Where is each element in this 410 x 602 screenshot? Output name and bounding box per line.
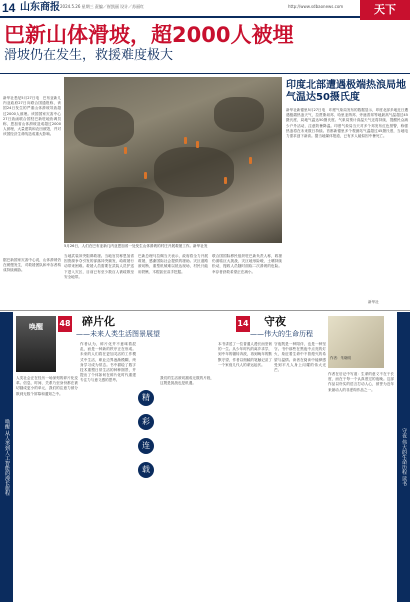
photo-person: [196, 141, 199, 148]
photo-rock: [94, 187, 164, 227]
side-story-body: 新华社新德里5月27日电 印度气象局发布的数据显示，印度北部多地近日遭遇极端热浪天气，拉贾斯坦邦、哈里亚纳邦、旁遮普邦等地最高气温超过45摄氏度，局地气温达50摄氏度。气象局预计高温天气还将持续，提醒民众减少户外活动，注意防暑降温。印度气象局当天对多个邦发布红色预警，称强热浪将在未来数日持续。首都新德里多个观测站气温超过45摄氏度，当地电力需求创下新高。据当地媒体报道，已有多人疑似因中暑死亡。: [286, 108, 408, 139]
photo-rock: [154, 147, 234, 197]
main-story-column-1: 据巴新国家灾害中心说，山体滑坡仍在缓慢发生，对救援团队和幸存者构成持续威胁。: [3, 258, 61, 273]
serial-badge-char: 连: [138, 438, 154, 454]
header-rule: [0, 16, 360, 18]
photo-person: [184, 137, 187, 144]
book-right-title: 守夜: [264, 315, 286, 328]
section-divider: [0, 310, 410, 311]
landslide-photo: [64, 77, 282, 243]
main-subheadline: 滑坡仍在发生，救援难度极大: [4, 48, 174, 63]
serial-badge: [138, 390, 156, 486]
main-story-lead: 新华社悉尼5月27日电 巴布亚新几内亚政府27日向联合国通报称，该国24日发生的严重山体滑坡导致超过2000人被埋。该国国家灾害中心27日致函联合国驻巴新驻地协调员称，恩加省山体滑坡造成超过2000人被埋，大量建筑和农田被毁，并对该国经济生命线造成重大影响。: [3, 96, 61, 137]
photo-person: [249, 157, 252, 164]
book-cover-caption: 作者：朱晓明: [330, 356, 351, 360]
header-url: http://www.sdbaonews.com: [288, 4, 344, 9]
publication-name: 山东商报: [20, 2, 60, 13]
book-left-title: 碎片化: [82, 315, 115, 328]
book-right-column-3: 作者在后记中写道：生命的意义不在于长度，而在于每一个认真度过的夜晚。这部作品以朴实的语言打动人心，被誉为近年来最动人的非虚构作品之一。: [328, 372, 394, 392]
main-story-column-3: 巴新总理马拉佩当天表示，政府将全力开展救援，感谢国际社会提供的援助。灾区道路被切断，重型机械难以抵达现场，村民只能用铁锹、木棍甚至双手挖掘。: [138, 254, 208, 274]
photo-person: [144, 172, 147, 179]
book-left-column-3: 我们的生活被切割成无数的片段，这既是挑战也是机遇。: [160, 376, 214, 386]
photo-caption: 5月26日，人们在巴布亚新几内亚恩加省一处发生山体滑坡的村庄开展救援工作。新华社发: [64, 244, 208, 248]
main-story-column-2: 当地武装冲突阻碍救援。当地官员称恩加省因资源争夺引发的部落冲突频发，给救援行动带来困难。救援人员需要在武装人员护送下进入灾区，目前已有至少数百人被疏散至安全地带。: [64, 254, 134, 279]
left-book-band: 唤醒 从人类到人工智能的漫长旅程: [0, 312, 13, 602]
header-meta: 2024.5.26 星期三 责编／崔凯丽 设计／苏丽红: [60, 4, 145, 9]
section-tab: 天下: [360, 0, 410, 20]
right-book-band: 守夜 伟大的生命历程 读书: [397, 312, 410, 602]
book-cover-right: [328, 316, 384, 368]
side-story-signature: 新华社: [368, 300, 379, 304]
photo-person: [124, 147, 127, 154]
page-number: 14: [2, 1, 16, 15]
book-left-number: 48: [58, 316, 72, 332]
headline-divider: [0, 73, 410, 74]
side-story-headline: 印度北部遭遇极端热浪局地气温达50摄氏度: [286, 80, 406, 103]
book-left-subtitle: ——未来人类生活图景展望: [76, 330, 160, 338]
main-story-column-4: 联合国国际移民组织驻巴新负责人称，救援仍面临巨大挑战，灾区地形险峻，土壤持续松动，搜救人员随时面临二次滑坡的危险。幸存者获救希望正在减小。: [212, 254, 282, 274]
photo-person: [224, 177, 227, 184]
book-left-column-2: 作者认为，碎片化并不意味着混乱，而是一种新的秩序正在形成。未来的人们将在更加灵活的工作模式中生活，职业边界逐渐模糊，终身学习成为常态。书中描绘了数字技术重塑日常生活的种种图景，并提出了个体如何在碎片化时代重建专注力与意义感的思考。: [80, 342, 136, 383]
book-right-subtitle: ——伟大的生命历程: [250, 330, 313, 338]
serial-badge-char: 精: [138, 390, 154, 406]
book-cover-left: 唤醒: [16, 316, 56, 372]
book-right-number: 14: [236, 316, 250, 332]
book-right-column-2: 守夜既是一种陪伴，也是一种坚守。书中那些在黑夜中点亮的灯火，象征着生命中不曾熄灭的希望与温情。读者在阅读中能够感受到平凡人身上闪耀的伟大光芒。: [274, 342, 326, 373]
main-headline: 巴新山体滑坡，超2000人被埋: [4, 23, 294, 47]
book-right-column-1: 本书讲述了一位普通人漫长而坚韧的一生。从少年时代的离乡求学，到中年的辗转奔波，再到晚年的默默守望，作者以细腻的笔触记录了一个家庭几代人的命运起伏。: [218, 342, 272, 367]
serial-badge-char: 彩: [138, 414, 154, 430]
book-left-column-1: 人类社会正在经历一场深刻的碎片化变革。信息、时间、关系乃至身份都在被切割成更小的单元，我们的注意力被分散到无数个屏幕和通知之中。: [16, 376, 78, 396]
serial-badge-char: 载: [138, 462, 154, 478]
photo-rock: [214, 97, 264, 132]
photo-rock: [74, 107, 134, 147]
